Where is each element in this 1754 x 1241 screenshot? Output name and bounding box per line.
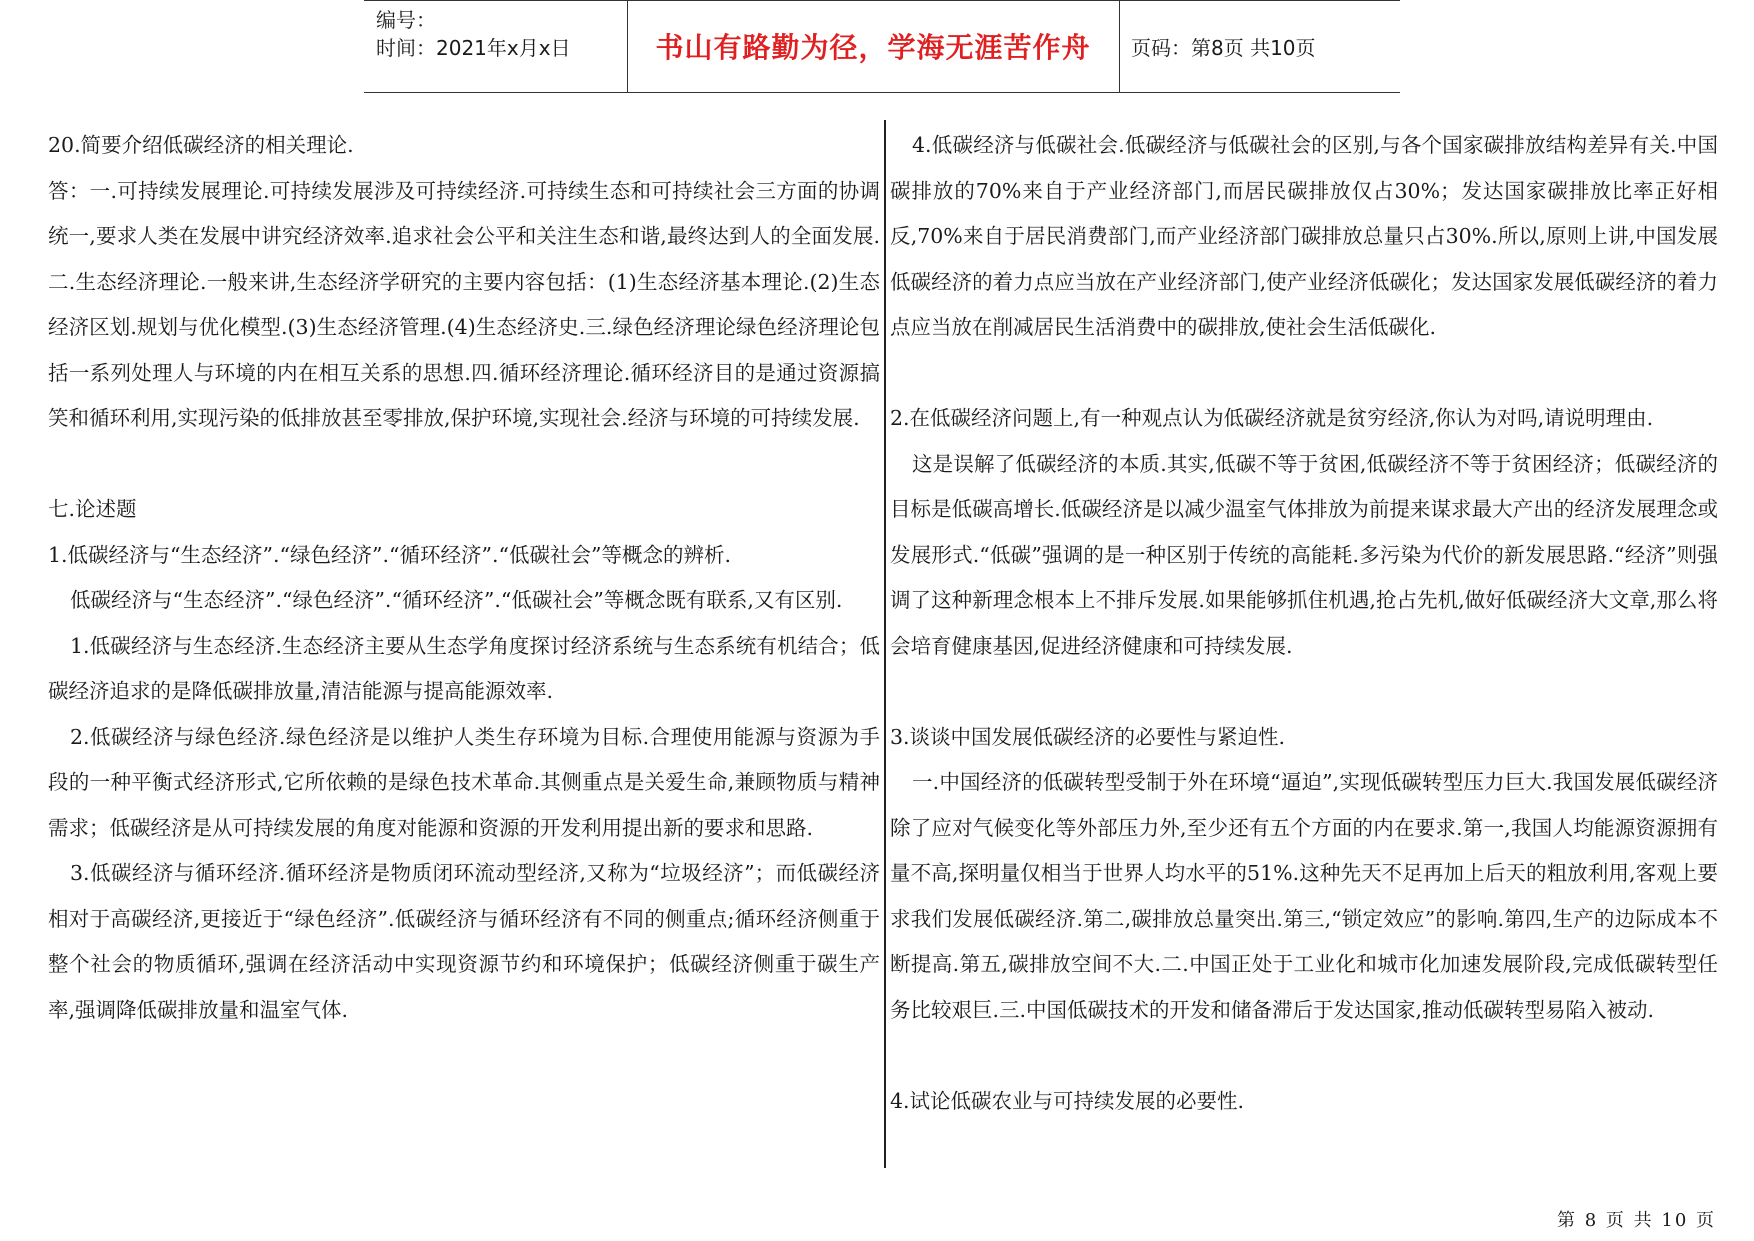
essay-answer-3: 一.中国经济的低碳转型受制于外在环境“逼迫”,实现低碳转型压力巨大.我国发展低碳经济除了应对气候变化等外部压力外,至少还有五个方面的内在要求.第一,我国人均能源资源拥有量不高,探明量仅相当于世界人均水平的51%.这种先天不足再加上后天的粗放利用,客观上要求我们发展低碳经济.第二,碳排放总量突出.第三,“锁定效应”的影响.第四,生产的边际成本不断提高.第五,碳排放空间不大.二.中国正处于工业化和城市化加速发展阶段,完成低碳转型任务比较艰巨.三.中国低碳技术的开发和储备滞后于发达国家,推动低碳转型易陷入被动.: [890, 770, 1718, 1022]
answer-20: 答：一.可持续发展理论.可持续发展涉及可持续经济.可持续生态和可持续社会三方面的协调统一,要求人类在发展中讲究经济效率.追求社会公平和关注生态和谐,最终达到人的全面发展.二.生态经济理论.一般来讲,生态经济学研究的主要内容包括：(1)生态经济基本理论.(2)生态经济区划.规划与优化模型.(3)生态经济管理.(4)生态经济史.三.绿色经济理论绿色经济理论包括一系列处理人与环境的内在相互关系的思想.四.循环经济理论.循环经济目的是通过资源搞笑和循环利用,实现污染的低排放甚至零排放,保护环境,实现社会.经济与环境的可持续发展.: [48, 178, 880, 430]
essay-question-3: 3.谈谈中国发展低碳经济的必要性与紧迫性.: [890, 724, 1286, 749]
essay-answer-1-point-4: 4.低碳经济与低碳社会.低碳经济与低碳社会的区别,与各个国家碳排放结构差异有关.中国碳排放的70%来自于产业经济部门,而居民碳排放仅占30%；发达国家碳排放比率正好相反,70%来自于居民消费部门,而产业经济部门碳排放总量只占30%.所以,原则上讲,中国发展低碳经济的着力点应当放在产业经济部门,使产业经济低碳化；发达国家发展低碳经济的着力点应当放在削减居民生活消费中的碳排放,使社会生活低碳化.: [890, 133, 1718, 339]
header-motto-cell: [627, 0, 1120, 92]
essay-question-4: 4.试论低碳农业与可持续发展的必要性.: [890, 1088, 1245, 1113]
left-column: [48, 123, 880, 1033]
page-header: [364, 0, 1400, 93]
column-divider: [884, 120, 886, 1168]
essay-answer-1-point-3: 3.低碳经济与循环经济.循环经济是物质闭环流动型经济,又称为“垃圾经济”；而低碳经济相对于高碳经济,更接近于“绿色经济”.低碳经济与循环经济有不同的侧重点;循环经济侧重于整个社会的物质循环,强调在经济活动中实现资源节约和环境保护；低碳经济侧重于碳生产率,强调降低碳排放量和温室气体.: [48, 861, 880, 1022]
question-20: 20.简要介绍低碳经济的相关理论.: [48, 133, 354, 157]
right-column: [890, 123, 1718, 1124]
header-motto: 书山有路勤为径，学海无涯苦作舟: [655, 31, 1091, 64]
essay-question-1: 1.低碳经济与“生态经济”.“绿色经济”.“循环经济”.“低碳社会”等概念的辨析.: [48, 542, 731, 567]
spacer: [890, 669, 1718, 715]
document-time-label: 时间：2021年x月x日: [376, 36, 571, 60]
essay-answer-2: 这是误解了低碳经济的本质.其实,低碳不等于贫困,低碳经济不等于贫困经济；低碳经济的目标是低碳高增长.低碳经济是以减少温室气体排放为前提来谋求最大产出的经济发展理念或发展形式.“低碳”强调的是一种区别于传统的高能耗.多污染为代价的新发展思路.“经济”则强调了这种新理念根本上不排斥发展.如果能够抓住机遇,抢占先机,做好低碳经济大文章,那么将会培育健康基因,促进经济健康和可持续发展.: [890, 451, 1718, 658]
header-meta-cell: [364, 0, 628, 92]
section-title-essay: 七.论述题: [48, 497, 137, 521]
essay-question-2: 2.在低碳经济问题上,有一种观点认为低碳经济就是贫穷经济,你认为对吗,请说明理由.: [890, 406, 1654, 430]
spacer: [890, 351, 1718, 397]
header-page-cell: [1119, 0, 1400, 92]
spacer: [48, 442, 880, 488]
page-footer: 第 8 页 共 10 页: [1557, 1210, 1716, 1231]
header-page-number: 页码：第8页 共10页: [1131, 35, 1316, 60]
essay-answer-1-point-2: 2.低碳经济与绿色经济.绿色经济是以维护人类生存环境为目标.合理使用能源与资源为手段的一种平衡式经济形式,它所依赖的是绿色技术革命.其侧重点是关爱生命,兼顾物质与精神需求；低碳经济是从可持续发展的角度对能源和资源的开发利用提出新的要求和思路.: [48, 724, 880, 840]
essay-answer-1-intro: 低碳经济与“生态经济”.“绿色经济”.“循环经济”.“低碳社会”等概念既有联系,又有区别.: [70, 588, 843, 612]
spacer: [890, 1033, 1718, 1079]
essay-answer-1-point-1: 1.低碳经济与生态经济.生态经济主要从生态学角度探讨经济系统与生态系统有机结合；低碳经济追求的是降低碳排放量,清洁能源与提高能源效率.: [48, 633, 880, 703]
document-number-label: 编号：: [376, 8, 436, 32]
